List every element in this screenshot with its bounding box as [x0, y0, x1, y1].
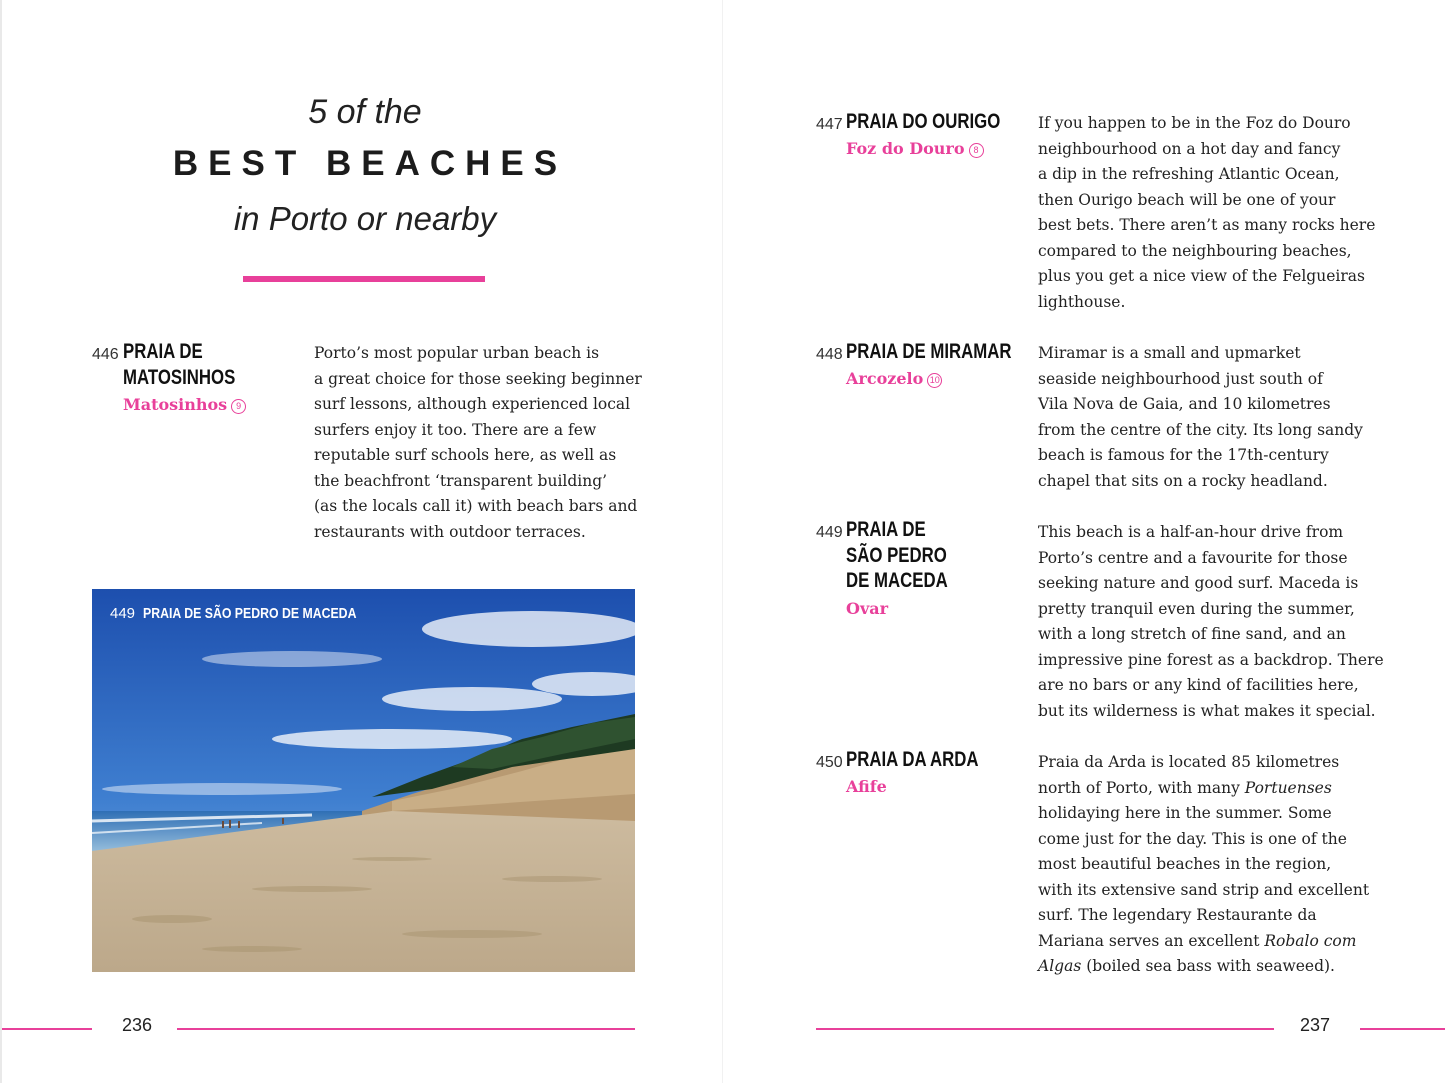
desc-line: pretty tranquil even during the summer, [1038, 599, 1355, 618]
page-edge [0, 0, 2, 1083]
entry-title-line: PRAIA DE [123, 340, 203, 363]
entry-number: 449 [816, 524, 843, 541]
desc-line: Porto’s centre and a favourite for those [1038, 548, 1348, 567]
desc-line: a dip in the refreshing Atlantic Ocean, [1038, 165, 1340, 183]
entry-number: 447 [816, 116, 843, 133]
title-line-3: in Porto or nearby [233, 200, 497, 237]
footer-rule [177, 1028, 635, 1030]
desc-line: surf lessons, although experienced local [314, 395, 631, 413]
location-name: Ovar [846, 599, 889, 618]
footer-rule [816, 1028, 1274, 1030]
page-number-left: 236 [122, 1015, 153, 1035]
entry-title-line: PRAIA DA ARDA [846, 748, 979, 771]
title-underline [243, 276, 485, 282]
desc-line: (as the locals call it) with beach bars and [314, 497, 638, 515]
desc-line: surf. The legendary Restaurante da [1038, 906, 1317, 924]
desc-line: compared to the neighbouring beaches, [1038, 241, 1352, 260]
desc-italic: Robalo com [1264, 931, 1357, 950]
desc-line [1038, 954, 1369, 980]
desc-line: most beautiful beaches in the region, [1038, 855, 1332, 873]
location-name: Arcozelo [846, 369, 924, 388]
desc-line: seaside neighbourhood just south of [1038, 369, 1323, 388]
desc-line: restaurants with outdoor terraces. [314, 522, 586, 541]
entry-description [1038, 341, 1363, 494]
entry-title-line: DE MACEDA [846, 569, 948, 592]
desc-line: best bets. There aren’t as many rocks here [1038, 216, 1376, 234]
footer-rule [2, 1028, 92, 1030]
photo-caption-text: PRAIA DE SÃO PEDRO DE MACEDA [143, 605, 357, 622]
entry-title-line: PRAIA DE MIRAMAR [846, 340, 1012, 363]
desc-line: with its extensive sand strip and excellent [1038, 880, 1370, 899]
entry-title-line: SÃO PEDRO [846, 543, 947, 567]
photo-caption-number: 449 [110, 605, 136, 622]
desc-text: Mariana serves an excellent [1038, 931, 1265, 950]
title-line-2: BEST BEACHES [172, 144, 568, 183]
desc-line: surfers enjoy it too. There are a few [314, 420, 597, 439]
desc-italic: Portuenses [1244, 778, 1332, 797]
desc-text: (boiled sea bass with seaweed). [1081, 957, 1335, 975]
chapter-title [150, 88, 580, 246]
desc-line: are no bars or any kind of facilities here, [1038, 676, 1359, 694]
desc-line: lighthouse. [1038, 292, 1126, 311]
entry-title [846, 109, 1000, 135]
map-ref-badge: 10 [927, 373, 942, 388]
entry-title [846, 747, 979, 773]
desc-line: plus you get a nice view of the Felgueiras [1038, 267, 1365, 285]
entry-number: 448 [816, 346, 843, 363]
entry-location [846, 776, 887, 798]
desc-line: neighbourhood on a hot day and fancy [1038, 139, 1341, 158]
desc-text: north of Porto, with many [1038, 778, 1245, 797]
desc-line: chapel that sits on a rocky headland. [1038, 471, 1328, 490]
desc-line: from the centre of the city. Its long sandy [1038, 420, 1363, 439]
entry-title [846, 517, 948, 594]
beach-photo-image [92, 589, 635, 972]
desc-line: then Ourigo beach will be one of your [1038, 190, 1336, 209]
photo-caption [110, 605, 403, 622]
desc-line: reputable surf schools here, as well as [314, 446, 617, 464]
page-number-right: 237 [1300, 1015, 1331, 1035]
desc-line: beach is famous for the 17th-century [1038, 446, 1329, 464]
entry-location [846, 598, 888, 620]
entry-title-line: PRAIA DO OURIGO [846, 110, 1001, 133]
entry-number: 450 [816, 754, 843, 771]
desc-line: Praia da Arda is located 85 kilometres [1038, 753, 1340, 771]
beach-photo [92, 589, 635, 972]
map-ref-badge: 9 [231, 399, 246, 414]
entry-description [1038, 111, 1375, 315]
entry-location [123, 394, 246, 416]
desc-line: but its wilderness is what makes it special. [1038, 701, 1376, 720]
desc-line: a great choice for those seeking beginner [314, 369, 642, 388]
entry-title [846, 339, 1012, 365]
entry-title [123, 339, 235, 390]
entry-location [846, 368, 942, 390]
desc-line: come just for the day. This is one of the [1038, 829, 1347, 848]
location-name: Foz do Douro [846, 139, 965, 158]
desc-line: seeking nature and good surf. Maceda is [1038, 574, 1359, 592]
entry-description [1038, 520, 1384, 724]
title-line-1: 5 of the [308, 93, 422, 131]
desc-line: impressive pine forest as a backdrop. There [1038, 650, 1384, 669]
footer-rule [1360, 1028, 1445, 1030]
location-name: Matosinhos [123, 395, 228, 414]
desc-line: Porto’s most popular urban beach is [314, 344, 600, 362]
desc-line: holidaying here in the summer. Some [1038, 804, 1332, 822]
desc-line: Vila Nova de Gaia, and 10 kilometres [1038, 395, 1331, 413]
entry-location [846, 138, 984, 160]
entry-title-line: MATOSINHOS [123, 365, 236, 389]
desc-line: the beachfront ‘transparent building’ [314, 471, 608, 490]
entry-description [1038, 750, 1369, 980]
desc-line: If you happen to be in the Foz do Douro [1038, 114, 1351, 132]
desc-line: Miramar is a small and upmarket [1038, 344, 1301, 362]
entry-title-line: PRAIA DE [846, 518, 926, 541]
location-name: Afife [846, 777, 887, 796]
book-spine [722, 0, 723, 1083]
entry-description [314, 341, 642, 545]
desc-line: This beach is a half-an-hour drive from [1038, 523, 1344, 541]
desc-line [1038, 776, 1369, 802]
desc-italic: Algas [1038, 957, 1082, 975]
desc-line: with a long stretch of fine sand, and an [1038, 625, 1346, 643]
entry-number: 446 [92, 346, 119, 363]
desc-line [1038, 929, 1369, 955]
map-ref-badge: 8 [969, 143, 984, 158]
